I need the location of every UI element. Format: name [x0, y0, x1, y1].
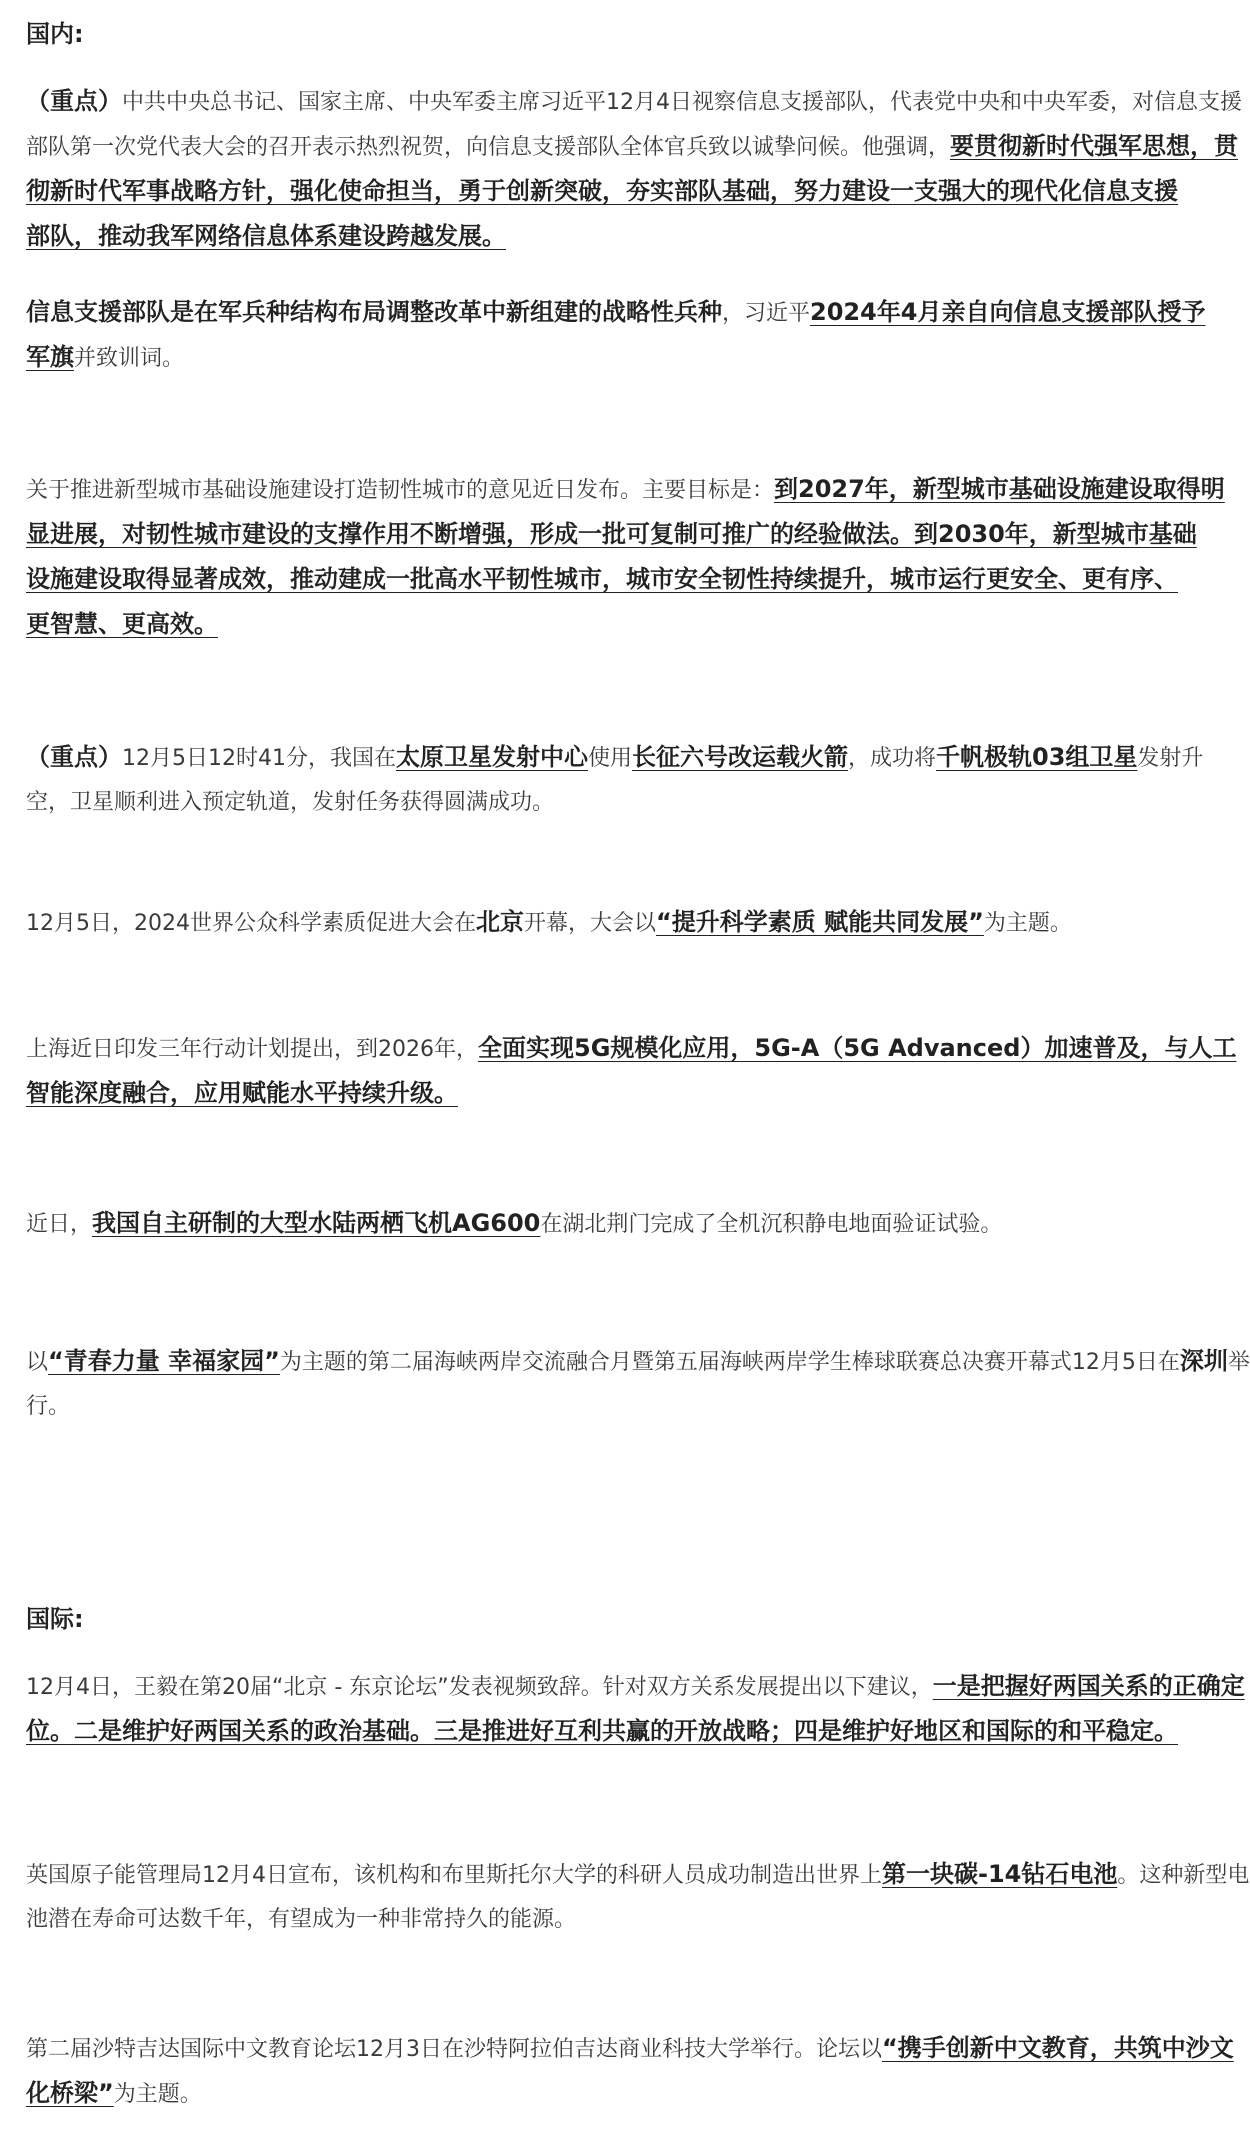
body-text: 英国原子能管理局12月4日宣布，该机构和布里斯托尔大学的科研人员成功制造出世界上	[26, 1863, 882, 1888]
key-point-text: 千帆极轨03组卫星	[936, 743, 1138, 771]
key-point-text: 太原卫星发射中心	[395, 743, 588, 771]
key-point-text: 更智慧、更高效。	[26, 610, 218, 638]
news-item	[26, 735, 1204, 825]
text-line	[26, 1339, 1250, 1384]
key-point-text: 显进展，对韧性城市建设的支撑作用不断增强，形成一批可复制可推广的经验做法。到2030年，新型城市基础	[26, 520, 1197, 548]
body-text: 行。	[26, 1394, 71, 1419]
body-text: 。这种新型电	[1117, 1863, 1250, 1888]
key-point-text: 到2027年，新型城市基础设施建设取得明	[774, 475, 1225, 503]
key-point-text: 设施建设取得显著成效，推动建成一批高水平韧性城市，城市安全韧性持续提升，城市运行更安全、更有序、	[26, 565, 1178, 593]
body-text: 近日，	[26, 1212, 93, 1237]
key-point-text: 部队，推动我军网络信息体系建设跨越发展。	[26, 222, 506, 250]
key-point-text: 长征六号改运载火箭	[632, 743, 848, 771]
text-line	[26, 79, 1242, 124]
text-line	[26, 1897, 1192, 1942]
text-line	[26, 2026, 1234, 2071]
news-item	[26, 467, 1225, 647]
body-text: 12月4日，王毅在第20届“北京 - 东京论坛”发表视频致辞。针对双方关系发展提出以下建议，	[26, 1675, 933, 1700]
body-text: 12月5日，2024世界公众科学素质促进大会在	[26, 911, 476, 936]
news-item	[26, 79, 1242, 259]
text-line	[26, 335, 1192, 380]
key-point-text: 一是把握好两国关系的正确定	[932, 1672, 1245, 1700]
body-text: 关于推进新型城市基础设施建设打造韧性城市的意见近日发布。主要目标是：	[26, 478, 775, 503]
body-text: 空，卫星顺利进入预定轨道，发射任务获得圆满成功。	[26, 790, 555, 815]
body-text: 部队第一次党代表大会的召开表示热烈祝贺，向信息支援部队全体官兵致以诚挚问候。他强调，	[26, 135, 951, 160]
news-item	[26, 1852, 1250, 1942]
body-text: ，习近平	[722, 301, 811, 326]
text-line	[26, 290, 1206, 335]
text-line	[26, 1384, 1192, 1429]
news-item	[26, 2026, 1234, 2116]
news-item	[26, 1201, 1192, 1246]
body-text: 举	[1227, 1350, 1250, 1375]
body-text: 使用	[587, 746, 632, 771]
text-line	[26, 557, 1192, 602]
key-point-text: 2024年4月亲自向信息支援部队授予	[810, 298, 1206, 326]
text-line	[26, 214, 1192, 259]
text-line	[26, 2071, 1192, 2116]
body-text: 并致训词。	[74, 346, 185, 371]
news-item	[26, 900, 1192, 945]
body-text: 为主题。	[983, 911, 1072, 936]
body-text: 开幕，大会以	[523, 911, 656, 936]
key-point-text: “青春力量 幸福家园”	[48, 1347, 280, 1375]
body-text: 发射升	[1137, 746, 1204, 771]
text-line	[26, 602, 1192, 647]
text-line	[26, 512, 1197, 557]
body-text: ，成功将	[848, 746, 937, 771]
news-item	[26, 1339, 1250, 1429]
emphasis-text: 北京	[475, 908, 524, 936]
key-point-text: 第一块碳-14钻石电池	[882, 1860, 1118, 1888]
text-line	[26, 900, 1192, 945]
section-heading-international: 国际:	[26, 1605, 84, 1633]
text-line	[26, 1852, 1250, 1897]
body-text: 上海近日印发三年行动计划提出，到2026年，	[26, 1037, 478, 1062]
text-line	[26, 735, 1204, 780]
key-point-text: “携手创新中文教育，共筑中沙文	[882, 2034, 1234, 2062]
key-point-text: 我国自主研制的大型水陆两栖飞机AG600	[92, 1209, 541, 1237]
emphasis-text: （重点）	[26, 87, 122, 115]
body-text: 为主题的第二届海峡两岸交流融合月暨第五届海峡两岸学生棒球联赛总决赛开幕式12月5日在	[279, 1350, 1180, 1375]
emphasis-text: （重点）	[26, 743, 122, 771]
text-line	[26, 169, 1192, 214]
text-line	[26, 1201, 1192, 1246]
body-text: 在湖北荆门完成了全机沉积静电地面验证试验。	[540, 1212, 1003, 1237]
key-point-text: 位。二是维护好两国关系的政治基础。三是推进好互利共赢的开放战略；四是维护好地区和国际的和平稳定。	[26, 1717, 1178, 1745]
key-point-text: 军旗	[26, 343, 74, 371]
emphasis-text: 信息支援部队是在军兵种结构布局调整改革中新组建的战略性兵种	[26, 298, 722, 326]
key-point-text: 化桥梁”	[26, 2079, 114, 2107]
key-point-text: “提升科学素质 赋能共同发展”	[656, 908, 984, 936]
text-line	[26, 780, 1192, 825]
key-point-text: 全面实现5G规模化应用，5G-A（5G Advanced）加速普及，与人工	[478, 1034, 1237, 1062]
text-line	[26, 467, 1225, 512]
body-text: 中共中央总书记、国家主席、中央军委主席习近平12月4日视察信息支援部队，代表党中央和中央军委，对信息支援	[122, 90, 1242, 115]
news-item	[26, 1664, 1245, 1754]
key-point-text: 彻新时代军事战略方针，强化使命担当，勇于创新突破，夯实部队基础，努力建设一支强大的现代化信息支援	[26, 177, 1178, 205]
body-text: 为主题。	[113, 2082, 202, 2107]
key-point-text: 要贯彻新时代强军思想，贯	[950, 132, 1239, 160]
text-line	[26, 1664, 1245, 1709]
text-line	[26, 124, 1239, 169]
key-point-text: 智能深度融合，应用赋能水平持续升级。	[26, 1079, 458, 1107]
news-item	[26, 1026, 1237, 1116]
emphasis-text: 深圳	[1179, 1347, 1228, 1375]
text-line	[26, 1026, 1237, 1071]
section-heading-domestic: 国内:	[26, 20, 84, 48]
body-text: 12月5日12时41分，我国在	[122, 746, 396, 771]
body-text: 池潜在寿命可达数千年，有望成为一种非常持久的能源。	[26, 1907, 577, 1932]
text-line	[26, 1071, 1192, 1116]
body-text: 以	[26, 1350, 49, 1375]
news-item	[26, 290, 1206, 380]
body-text: 第二届沙特吉达国际中文教育论坛12月3日在沙特阿拉伯吉达商业科技大学举行。论坛以	[26, 2037, 882, 2062]
text-line	[26, 1709, 1192, 1754]
